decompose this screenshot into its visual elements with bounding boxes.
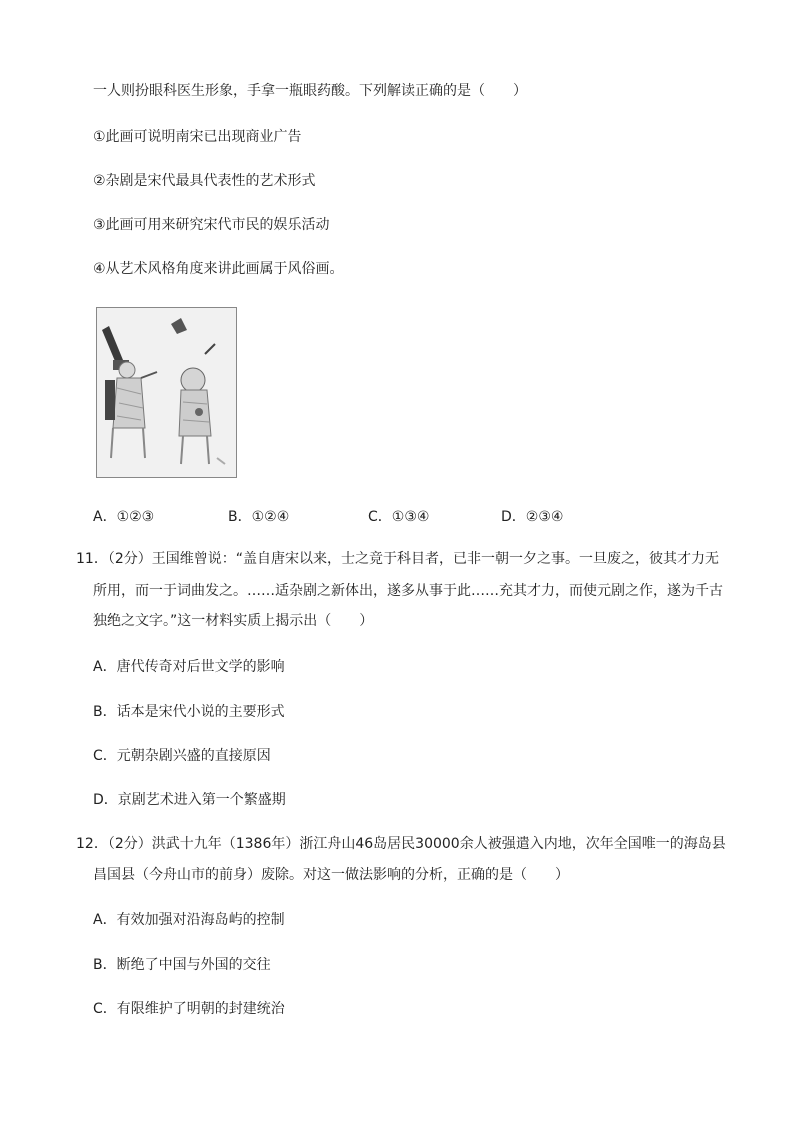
- q10-statement-2: ②杂剧是宋代最具代表性的艺术形式: [93, 173, 316, 189]
- q11-stem-line-2: 所用，而一于词曲发之。……适杂剧之新体出，遂多从事于此……充其才力，而使元剧之作，遂为千古: [93, 583, 723, 599]
- painting-sketch: [97, 308, 236, 477]
- q10-statement-4: ④从艺术风格角度来讲此画属于风俗画。: [93, 261, 344, 277]
- q11-option-b[interactable]: B．话本是宋代小说的主要形式: [93, 704, 285, 720]
- q12-stem-line-2: 昌国县（今舟山市的前身）废除。对这一做法影响的分析，正确的是（ ）: [93, 867, 569, 883]
- q11-option-a[interactable]: A．唐代传奇对后世文学的影响: [93, 659, 285, 675]
- q10-option-c[interactable]: C．①③④: [368, 509, 430, 525]
- q10-intro: 一人则扮眼科医生形象，手拿一瓶眼药酸。下列解读正确的是（ ）: [93, 83, 527, 99]
- q11-option-d[interactable]: D．京剧艺术进入第一个繁盛期: [93, 792, 286, 808]
- q12-option-a[interactable]: A．有效加强对沿海岛屿的控制: [93, 912, 285, 928]
- q12-stem-line-1: 12．（2分）洪武十九年（1386年）浙江舟山46岛居民30000余人被强遣入内地，次年全国唯一的海岛县: [76, 836, 726, 852]
- zaju-painting-image: [96, 307, 237, 478]
- q10-option-a[interactable]: A．①②③: [93, 509, 155, 525]
- q11-option-c[interactable]: C．元朝杂剧兴盛的直接原因: [93, 748, 271, 764]
- q10-options: [93, 506, 613, 526]
- q11-stem-line-1: 11．（2分）王国维曾说：“盖自唐宋以来，士之竞于科目者，已非一朝一夕之事。一旦废之，彼其才力无: [76, 551, 719, 567]
- q12-option-c[interactable]: C．有限维护了明朝的封建统治: [93, 1001, 285, 1017]
- q10-statement-1: ①此画可说明南宋已出现商业广告: [93, 129, 302, 145]
- q10-option-d[interactable]: D．②③④: [501, 509, 564, 525]
- q10-option-b[interactable]: B．①②④: [228, 509, 290, 525]
- q11-stem-line-3: 独绝之文字。”这一材料实质上揭示出（ ）: [93, 613, 374, 629]
- q12-option-b[interactable]: B．断绝了中国与外国的交往: [93, 957, 271, 973]
- q10-statement-3: ③此画可用来研究宋代市民的娱乐活动: [93, 217, 330, 233]
